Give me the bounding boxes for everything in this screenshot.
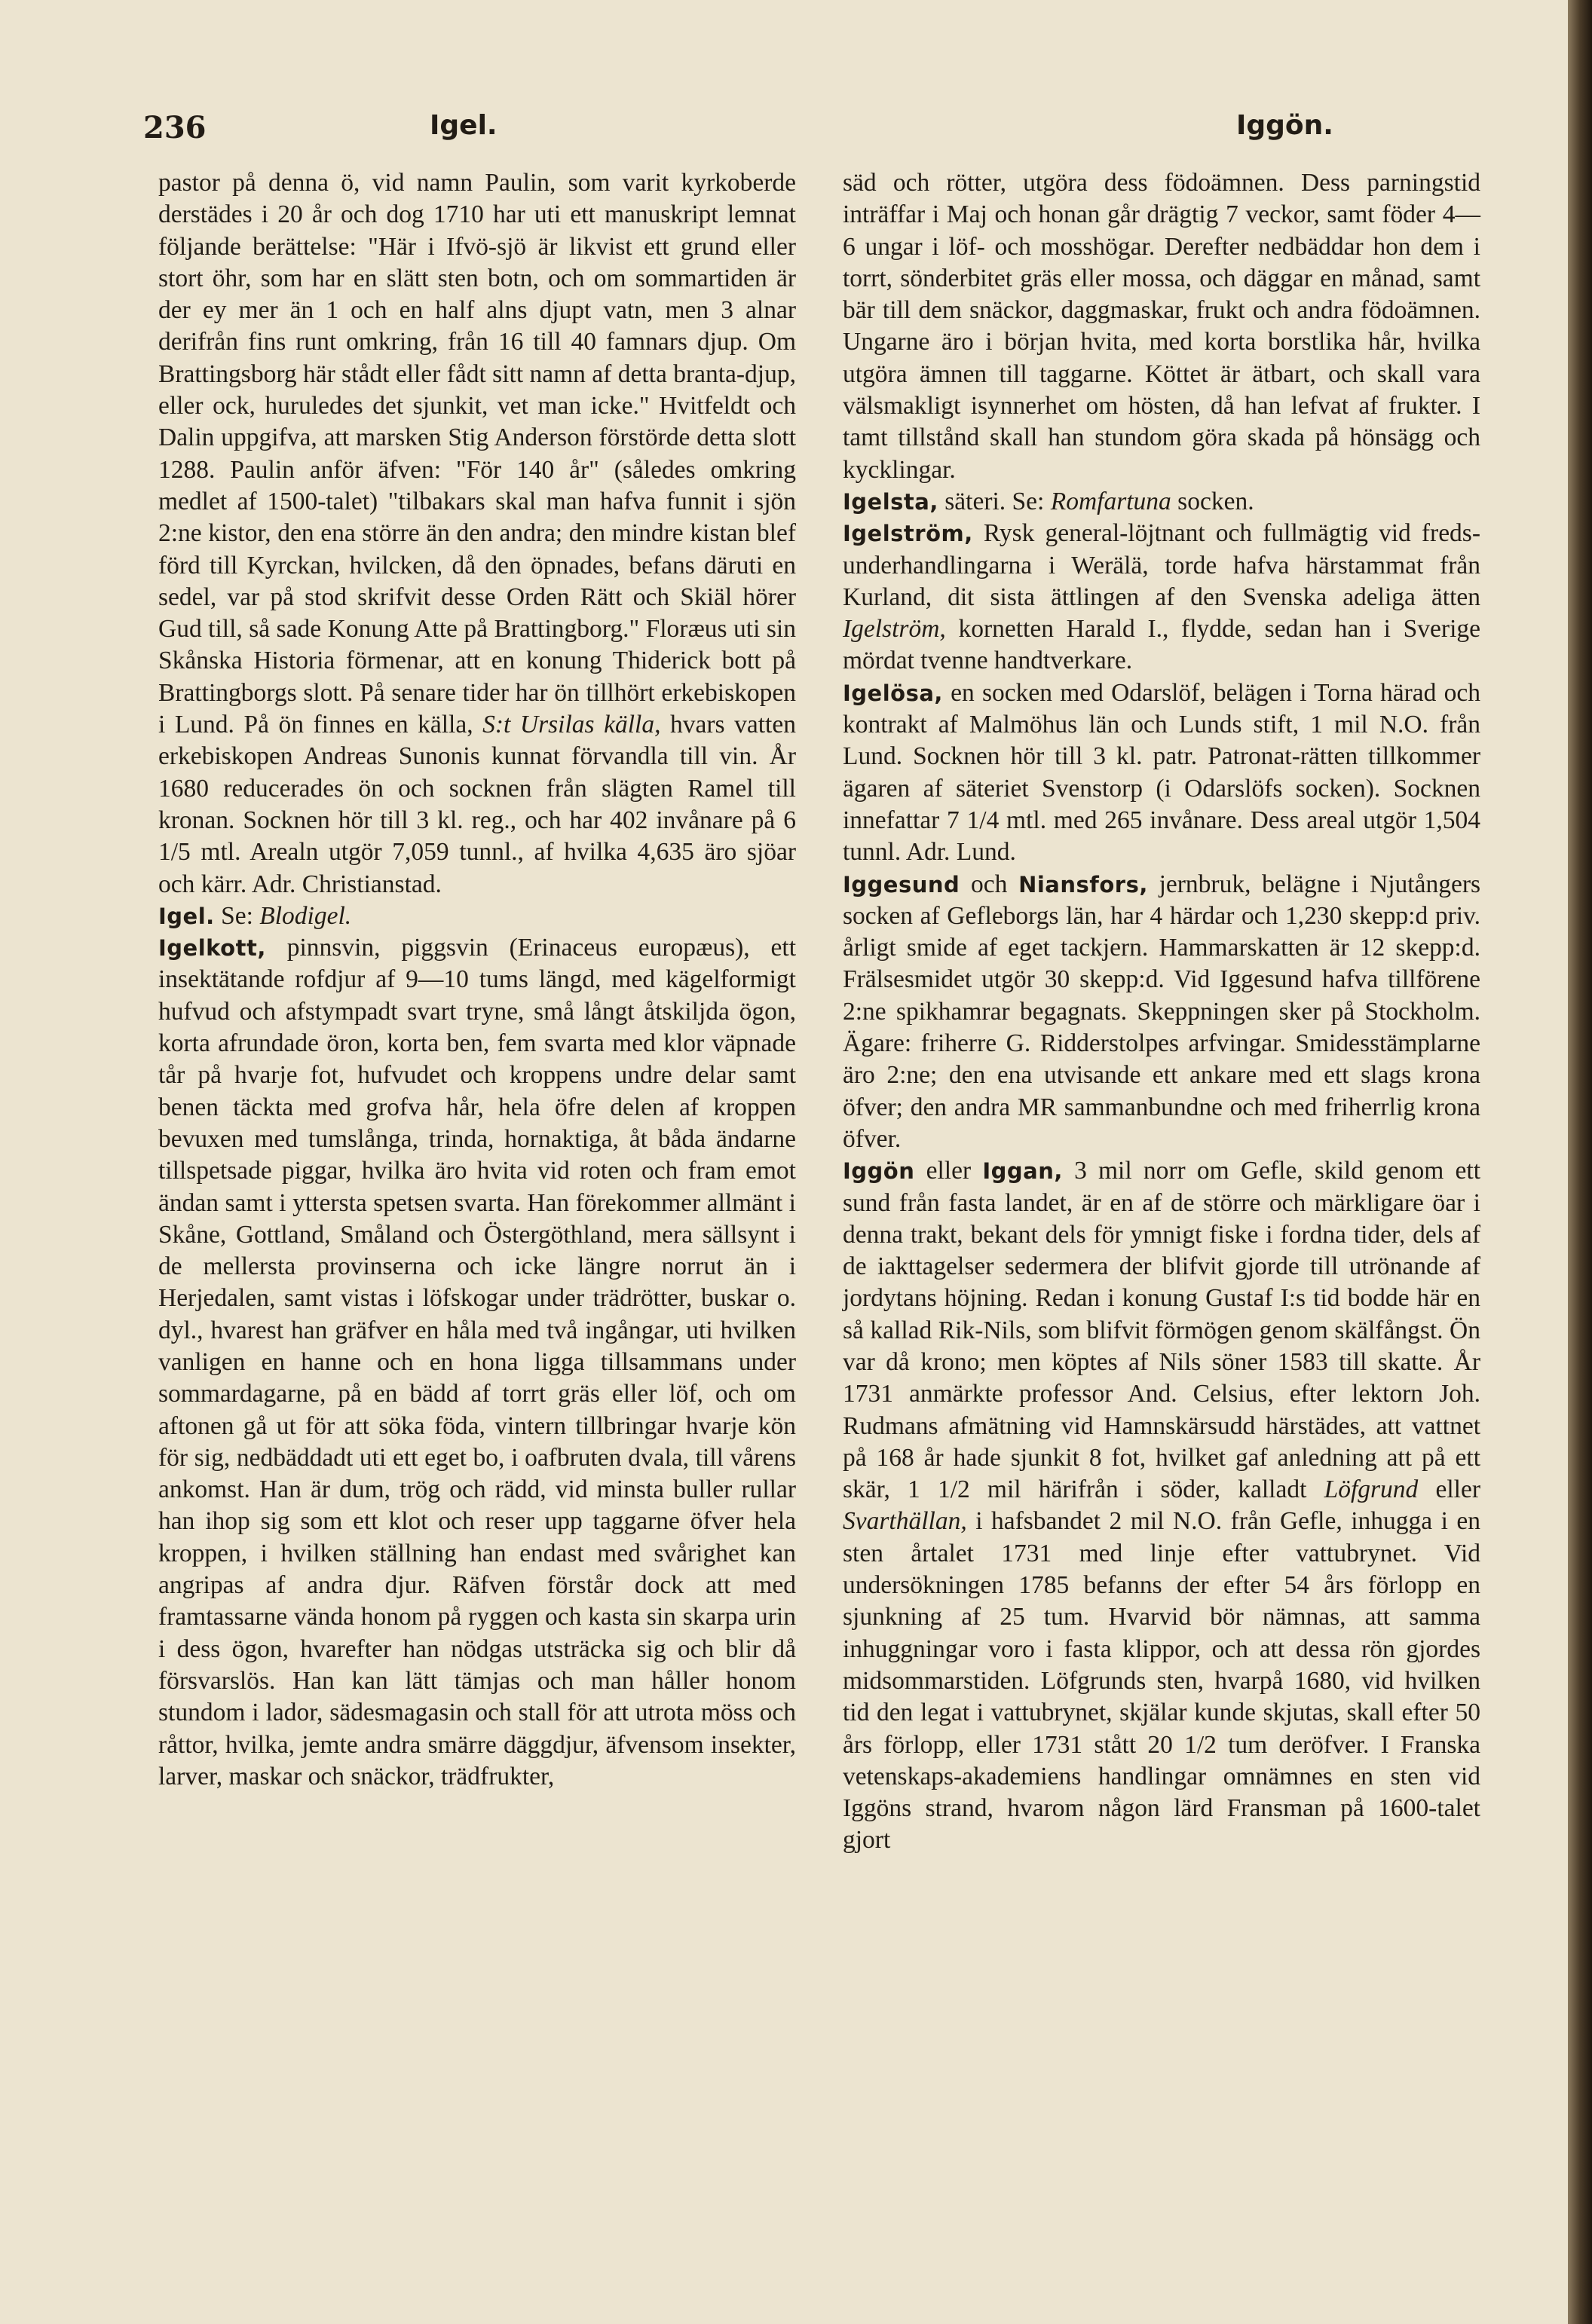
headword-iggan: Iggan, (982, 1158, 1063, 1185)
paragraph-ifvo-continuation: pastor på denna ö, vid namn Paulin, som varit kyrkoberde derstädes i 20 år och dog 1710 har uti ett manuskript lemnat följande berättelse: "Här i Ifvö-sjö är likvist ett grund eller stort öhr, som har en slätt sten botn, och om sommartiden är der ey mer än 1 och en half alns djupt vatn, men 3 alnar derifrån fins runt omkring, från 16 till 40 famnars djup. Om Brattingsborg här stådt eller fådt sitt namn af detta branta-djup, eller ock, huruledes det sjunkit, vet man icke." Hvitfeldt och Dalin uppgifva, att marsken Stig Anderson förstörde detta slott 1288. Paulin anför äfven: "För 140 år" (således omkring medlet af 1500-talet) "tilbakars skal man hafva funnit i sjön 2:ne kistor, den ena större än den andra; den mindre kistan blef förd till Kyrckan, hvilcken, då den öpnades, befans däruti en sedel, var på stod skrifvit desse Orden Rätt och Skiäl hörer Gud till, så sade Konung Atte på Brattingborg." Floræus uti sin Skånska Historia förmenar, att en konung Thiderick bott på Brattingborgs slott. På senare tider har ön tillhört erkebiskopen i Lund. På ön finnes en källa, S:t Ursilas källa, hvars vatten erkebiskopen Andreas Sunonis kunnat förvandla till vin. År 1680 reducerades ön och socknen från slägten Ramel till kronan. Socknen hör till 3 kl. reg., och har 402 invånare på 6 1/5 mtl. Arealn utgör 7,059 tunnl., af hvilka 4,635 äro sjöar och kärr. Adr. Christianstad. (158, 169, 796, 898)
entry-iggon: Iggön eller Iggan, 3 mil norr om Gefle, skild genom ett sund från fasta landet, är en af de större och märkligare öar i denna trakt, bekant dels för ymnigt fiske i fordna tider, dels af de iakttagelser sedermera der blifvit gjorde till utrönande af jordytans höjning. Redan i konung Gustaf I:s tid bodde här en så kallad Rik-Nils, som blifvit förmögen genom skälfångst. Ön var då krono; men köptes af Nils söner 1583 till skatte. År 1731 anmärkte professor And. Celsius, efter lektorn Joh. Rudmans afmätning vid Hamnskärsudd härstädes, att vattnet på 168 år hade sjunkit 8 fot, hvilket gaf anledning att på ett skär, 1 1/2 mil härifrån i söder, kalladt Löfgrund eller Svarthällan, i hafsbandet 2 mil N.O. från Gefle, inhugga i en sten årtalet 1731 med linje efter vattubrynet. Vid undersökningen 1785 befanns der efter 54 års förlopp en sjunkning af 25 tum. Hvarvid bör nämnas, att samma inhuggningar voro i fasta klippor, och att dessa rön gjordes midsommarstiden. Löfgrunds sten, hvarpå 1680, vid hvilken tid den legat i vattubrynet, skjälar kunde skjutas, skall efter 50 års förlopp, eller 1731 stått 20 1/2 tum deröfver. I Franska vetenskaps-akademiens handlingar omnämnes en sten vid Iggöns strand, hvarom någon lärd Fransman på 1600-talet gjort (843, 1157, 1481, 1855)
left-running-headword: Igel. (430, 110, 498, 141)
entry-igelkott: Igelkott, pinnsvin, piggsvin (Erinaceus europæus), ett insektätande rofdjur af 9—10 tums längd, med kägelformigt hufvud och afstympadt svart tryne, små långt åtskiljda ögon, korta afrundade öron, korta ben, fem svarta med klor väpnade tår på hvarje fot, hufvudet och kroppens undre delar samt benen täckta med grofva hår, hela öfre delen af kroppen bevuxen med tumslånga, trinda, hornaktiga, åt båda ändarne tillspetsade piggar, hvilka äro hvita vid roten och fram emot ändan samt i yttersta spetsen svarta. Han förekommer allmänt i Skåne, Gottland, Småland och Östergöthland, mera sällsynt i de mellersta provinserna och icke längre norrut än i Herjedalen, samt vistas i löfskogar under trädrötter, buskar o. dyl., hvarest han gräfver en håla med två ingångar, uti hvilken vanligen en hanne och en hona ligga tillsammans under sommardagarne, på en bädd af torrt gräs eller löf, och om aftonen gå ut för att söka föda, vintern tillbringar hvarje kön för sig, nedbäddadt uti ett eget bo, i oafbruten dvala, till vårens ankomst. Han är dum, trög och rädd, vid minsta buller rullar han ihop sig som ett klot och reser upp taggarne öfver hela kroppen, i hvilken ställning han endast med svårighet kan angripas af andra djur. Räfven förstår dock att med framtassarne vända honom på ryggen och kasta sin skarpa urin i dess ögon, hvarefter han nödgas utsträcka sig och blir då försvarslös. Han kan lätt tämjas och man håller honom stundom i lador, sädesmagasin och stall för att utrota möss och råttor, hvilka, jemte andra smärre däggdjur, äfvensom insekter, larver, maskar och snäckor, trädfrukter, (158, 934, 797, 1790)
paragraph-igelkott-continuation: säd och rötter, utgöra dess födoämnen. Dess parningstid inträffar i Maj och honan går drägtig 7 veckor, samt föder 4—6 ungar i löf- och mosshögar. Derefter nedbäddar hon dem i torrt, sönderbitet gräs eller mossa, och däggar en månad, samt bär till dem snäckor, daggmaskar, frukt och andra födoämnen. Ungarne äro i början hvita, med korta borstlika hår, hvilka utgöra ämnen till taggarne. Köttet är ätbart, och skall vara välsmakligt isynnerhet om hösten, då han lefvat af frukter. I tamt tillstånd skall han stundom göra skada på hönsägg och kycklingar. (843, 169, 1480, 484)
headword-igelsta: Igelsta, (843, 488, 938, 515)
headword-igelkott: Igelkott, (158, 935, 266, 962)
headword-iggon: Iggön (843, 1158, 915, 1185)
page-number: 236 (143, 110, 207, 145)
entry-igel: Igel. Se: Blodigel. (158, 901, 352, 930)
headword-iggesund: Iggesund (843, 871, 960, 897)
headword-igelstrom: Igelström, (843, 521, 973, 547)
left-column (158, 167, 796, 1793)
page-header (143, 105, 1530, 151)
entry-igelsta: Igelsta, säteri. Se: Romfartuna socken. (843, 487, 1254, 515)
headword-niansfors: Niansfors, (1018, 871, 1148, 897)
headword-igel: Igel. (158, 903, 215, 929)
book-spine-edge (1568, 0, 1592, 2324)
entry-igelstrom: Igelström, Rysk general-löjtnant och fullmägtig vid freds-underhandlingarna i Werälä, torde hafva härstammat från Kurland, dit sista ättlingen af den Svenska adeliga ätten Igelström, kornetten Harald I., flydde, sedan han i Sverige mördat tvenne handtverkare. (843, 519, 1481, 675)
entry-iggesund: Iggesund och Niansfors, jernbruk, belägne i Njutångers socken af Gefleborgs län, har 4 härdar och 1,230 skepp:d priv. årligt smide af eget tackjern. Hammarskatten är 12 skepp:d. Frälsesmidet utgör 30 skepp:d. Vid Iggesund hafva tillförene 2:ne spikhamrar begagnats. Skeppningen sker på Stockholm. Ägare: friherre G. Ridderstolpes arfvingar. Smidesstämplarne äro 2:ne; den ena utvisande ett ankare med ett slags krona öfver; den andra MR sammanbundne och med friherrlig krona öfver. (843, 870, 1481, 1153)
entry-igelosa: Igelösa, en socken med Odarslöf, belägen i Torna härad och kontrakt af Malmöhus län och Lunds stift, 1 mil N.O. från Lund. Socknen hör till 3 kl. patr. Patronat-rätten tillkommer ägaren af säteriet Svenstorp (i Odarslöfs socken). Socknen innefattar 7 1/4 mtl. med 265 invånare. Dess areal utgör 1,504 tunnl. Adr. Lund. (843, 678, 1480, 867)
right-column (843, 167, 1480, 1857)
headword-igelosa: Igelösa, (843, 680, 943, 706)
right-running-headword: Iggön. (1236, 110, 1333, 141)
